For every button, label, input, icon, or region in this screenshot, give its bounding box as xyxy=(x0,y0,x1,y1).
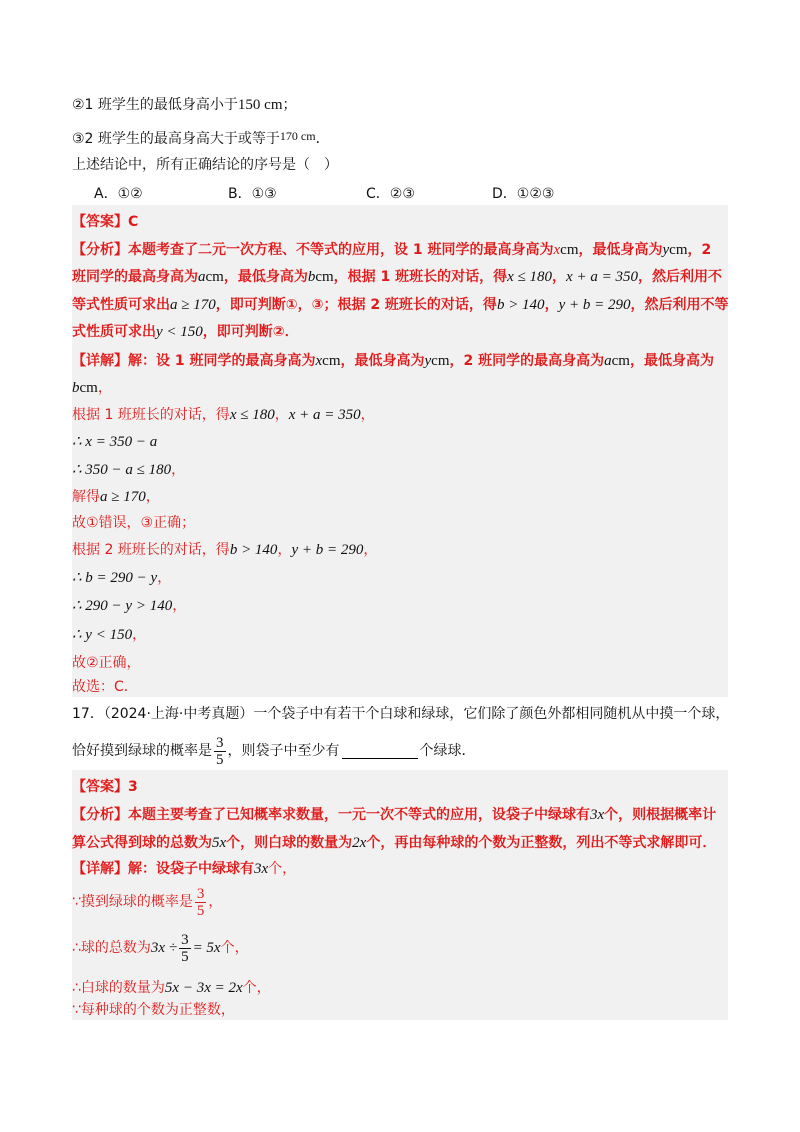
math: a xyxy=(604,353,612,369)
text: 根据 1 班班长的对话，得 xyxy=(72,407,230,423)
math: y xyxy=(662,242,670,258)
unit: cm xyxy=(560,242,579,258)
detail-16-line-10 xyxy=(72,596,186,616)
detail-17-line-5: ∵每种球的个数为正整数， xyxy=(72,1002,235,1018)
text: 根据 2 班班长的对话，得 xyxy=(72,542,230,558)
text: ，即可判断①，③；根据 2 班班长的对话，得 xyxy=(215,297,497,313)
detail-17-line-3 xyxy=(72,930,249,966)
text: ∴球的总数为 xyxy=(72,940,151,956)
text: 个， xyxy=(220,940,249,956)
denominator: 5 xyxy=(216,751,224,768)
math: a ≥ 170 xyxy=(170,297,216,313)
numerator: 3 xyxy=(196,885,205,902)
text: 恰好摸到绿球的概率是 xyxy=(72,743,212,759)
math: 3x xyxy=(254,861,269,877)
text: ，最低身高为 xyxy=(223,269,308,285)
statement-2 xyxy=(72,95,297,115)
answer-blank[interactable] xyxy=(342,744,418,759)
math: x ≤ 180 xyxy=(507,269,553,285)
text: ，2 班同学的最高身高为 xyxy=(449,353,605,369)
text: 等式性质可求出 xyxy=(72,297,170,313)
statement-2-math: 150 cm xyxy=(237,97,283,113)
analysis-16-line-1 xyxy=(72,240,711,260)
statement-3-math: 170 cm xyxy=(279,129,316,143)
text: 【详解】解：设袋子中绿球有 xyxy=(72,861,254,877)
text: ， xyxy=(274,407,289,423)
text: ，最低身高为 xyxy=(629,353,714,369)
analysis-16-line-4 xyxy=(72,322,299,342)
text: ， xyxy=(277,542,292,558)
text: ， xyxy=(97,380,112,396)
statement-3-text: ③2 班学生的最高身高大于或等于 xyxy=(72,131,280,147)
math: x + a = 350 xyxy=(288,407,361,423)
question-17-line-2 xyxy=(72,733,476,769)
detail-17-line-4 xyxy=(72,978,271,998)
statement-2-text: ②1 班学生的最低身高小于 xyxy=(72,97,238,113)
unit: cm xyxy=(79,380,98,396)
text: ，则袋子中至少有 xyxy=(227,743,340,759)
math: b > 140 xyxy=(496,297,545,313)
text: 算公式得到球的总数为 xyxy=(72,835,212,851)
unit: cm xyxy=(431,353,450,369)
denominator: 5 xyxy=(196,902,205,919)
analysis-17-line-1 xyxy=(72,805,716,825)
options-row xyxy=(0,184,800,204)
option-d: D．①②③ xyxy=(492,186,555,202)
text: 【分析】本题主要考查了已知概率求数量，一元一次不等式的应用，设袋子中绿球有 xyxy=(72,807,590,823)
detail-16-line-12: 故②正确， xyxy=(72,655,141,671)
text: ，最低身高为 xyxy=(340,353,425,369)
math: y < 150 xyxy=(156,324,203,340)
option-c: C．②③ xyxy=(366,186,415,202)
math: y + b = 290 xyxy=(558,297,631,313)
math: 5x − 3x = 2x xyxy=(164,980,243,996)
text: ， xyxy=(171,462,186,478)
math: 5x xyxy=(212,835,227,851)
math: y + b = 290 xyxy=(291,542,364,558)
text: ∵摸到绿球的概率是 xyxy=(72,894,193,910)
detail-16-line-3 xyxy=(72,405,375,425)
detail-16-line-5 xyxy=(72,460,185,480)
detail-16-line-8 xyxy=(72,540,377,560)
detail-16-line-1 xyxy=(72,351,714,371)
text: 个，则根据概率计 xyxy=(604,807,717,823)
text: ∴白球的数量为 xyxy=(72,980,165,996)
unit: cm xyxy=(205,269,224,285)
text: ， xyxy=(132,627,147,643)
text: ，最低身高为 xyxy=(578,242,663,258)
analysis-16-line-2 xyxy=(72,267,722,287)
denominator: 5 xyxy=(181,948,189,965)
math: 3x xyxy=(590,807,605,823)
math: x + a = 350 xyxy=(566,269,638,285)
math: ∴ y < 150 xyxy=(72,627,133,643)
math: 2x xyxy=(352,835,367,851)
analysis-17-line-2 xyxy=(72,833,716,853)
analysis-16-line-3 xyxy=(72,295,728,315)
math: ∴ b = 290 − y xyxy=(72,570,158,586)
detail-17-line-1 xyxy=(72,859,296,879)
numerator: 3 xyxy=(181,931,189,948)
text: 个， xyxy=(242,980,271,996)
statement-3-punct: ． xyxy=(315,131,330,147)
text: 【详解】解：设 1 班同学的最高身高为 xyxy=(72,353,316,369)
fraction xyxy=(195,886,207,919)
math: a ≥ 170 xyxy=(100,489,146,505)
math: ∴ 290 − y > 140 xyxy=(72,598,173,614)
text: 【分析】本题考查了二元一次方程、不等式的应用，设 1 班同学的最高身高为 xyxy=(72,242,554,258)
text: 个，再由每种球的个数为正整数，列出不等式求解即可． xyxy=(366,835,717,851)
text: ，即可判断②． xyxy=(202,324,299,340)
answer-17: 【答案】3 xyxy=(72,779,138,795)
detail-16-line-4: ∴ x = 350 − a xyxy=(72,434,158,450)
question-17-line-1: 17．（2024·上海·中考真题）一个袋子中有若干个白球和绿球，它们除了颜色外都相同随机从中摸一个球， xyxy=(72,706,730,722)
question-16-prompt: 上述结论中，所有正确结论的序号是（ ） xyxy=(72,157,338,173)
math: x xyxy=(315,353,323,369)
option-b: B．①③ xyxy=(228,186,277,202)
detail-16-line-13: 故选：C． xyxy=(72,679,138,695)
text: ， xyxy=(360,407,375,423)
math: a xyxy=(198,269,206,285)
text: 个，则白球的数量为 xyxy=(226,835,353,851)
statement-3 xyxy=(72,126,330,149)
math: y xyxy=(424,353,432,369)
option-a: A．①② xyxy=(94,186,143,202)
detail-16-line-6 xyxy=(72,487,160,507)
detail-16-line-11 xyxy=(72,625,146,645)
fraction xyxy=(179,932,191,965)
text: 式性质可求出 xyxy=(72,324,156,340)
unit: cm xyxy=(322,353,341,369)
text: 班同学的最高身高为 xyxy=(72,269,198,285)
math: b xyxy=(72,380,80,396)
detail-16-line-7: 故①错误，③正确； xyxy=(72,515,196,531)
text: ，然后利用不 xyxy=(637,269,722,285)
probability-fraction xyxy=(214,735,226,768)
text: ， xyxy=(145,489,160,505)
text: 个绿球． xyxy=(419,743,476,759)
math: x xyxy=(553,242,561,258)
unit: cm xyxy=(669,242,688,258)
detail-17-line-2 xyxy=(72,884,222,920)
text: ， xyxy=(544,297,559,313)
detail-16-line-2 xyxy=(72,378,112,398)
text: ， xyxy=(157,570,172,586)
text: ， xyxy=(363,542,378,558)
math: b xyxy=(307,269,316,285)
detail-16-line-9 xyxy=(72,568,171,588)
answer-16: 【答案】C xyxy=(72,214,139,230)
text: ，2 xyxy=(687,242,712,258)
text: 解得 xyxy=(72,489,100,505)
unit: cm xyxy=(611,353,630,369)
math: b > 140 xyxy=(229,542,278,558)
math: 3x ÷ xyxy=(150,940,178,956)
statement-2-punct: ； xyxy=(282,97,297,113)
text: 个， xyxy=(268,861,297,877)
text: ， xyxy=(208,894,223,910)
math: ∴ 350 − a ≤ 180 xyxy=(72,462,172,478)
text: ， xyxy=(552,269,567,285)
text: ， xyxy=(172,598,187,614)
numerator: 3 xyxy=(216,734,224,751)
unit: cm xyxy=(315,269,334,285)
math: x ≤ 180 xyxy=(229,407,275,423)
text: ，然后利用不等 xyxy=(630,297,729,313)
text: ，根据 1 班班长的对话，得 xyxy=(333,269,508,285)
math: = 5x xyxy=(192,940,221,956)
